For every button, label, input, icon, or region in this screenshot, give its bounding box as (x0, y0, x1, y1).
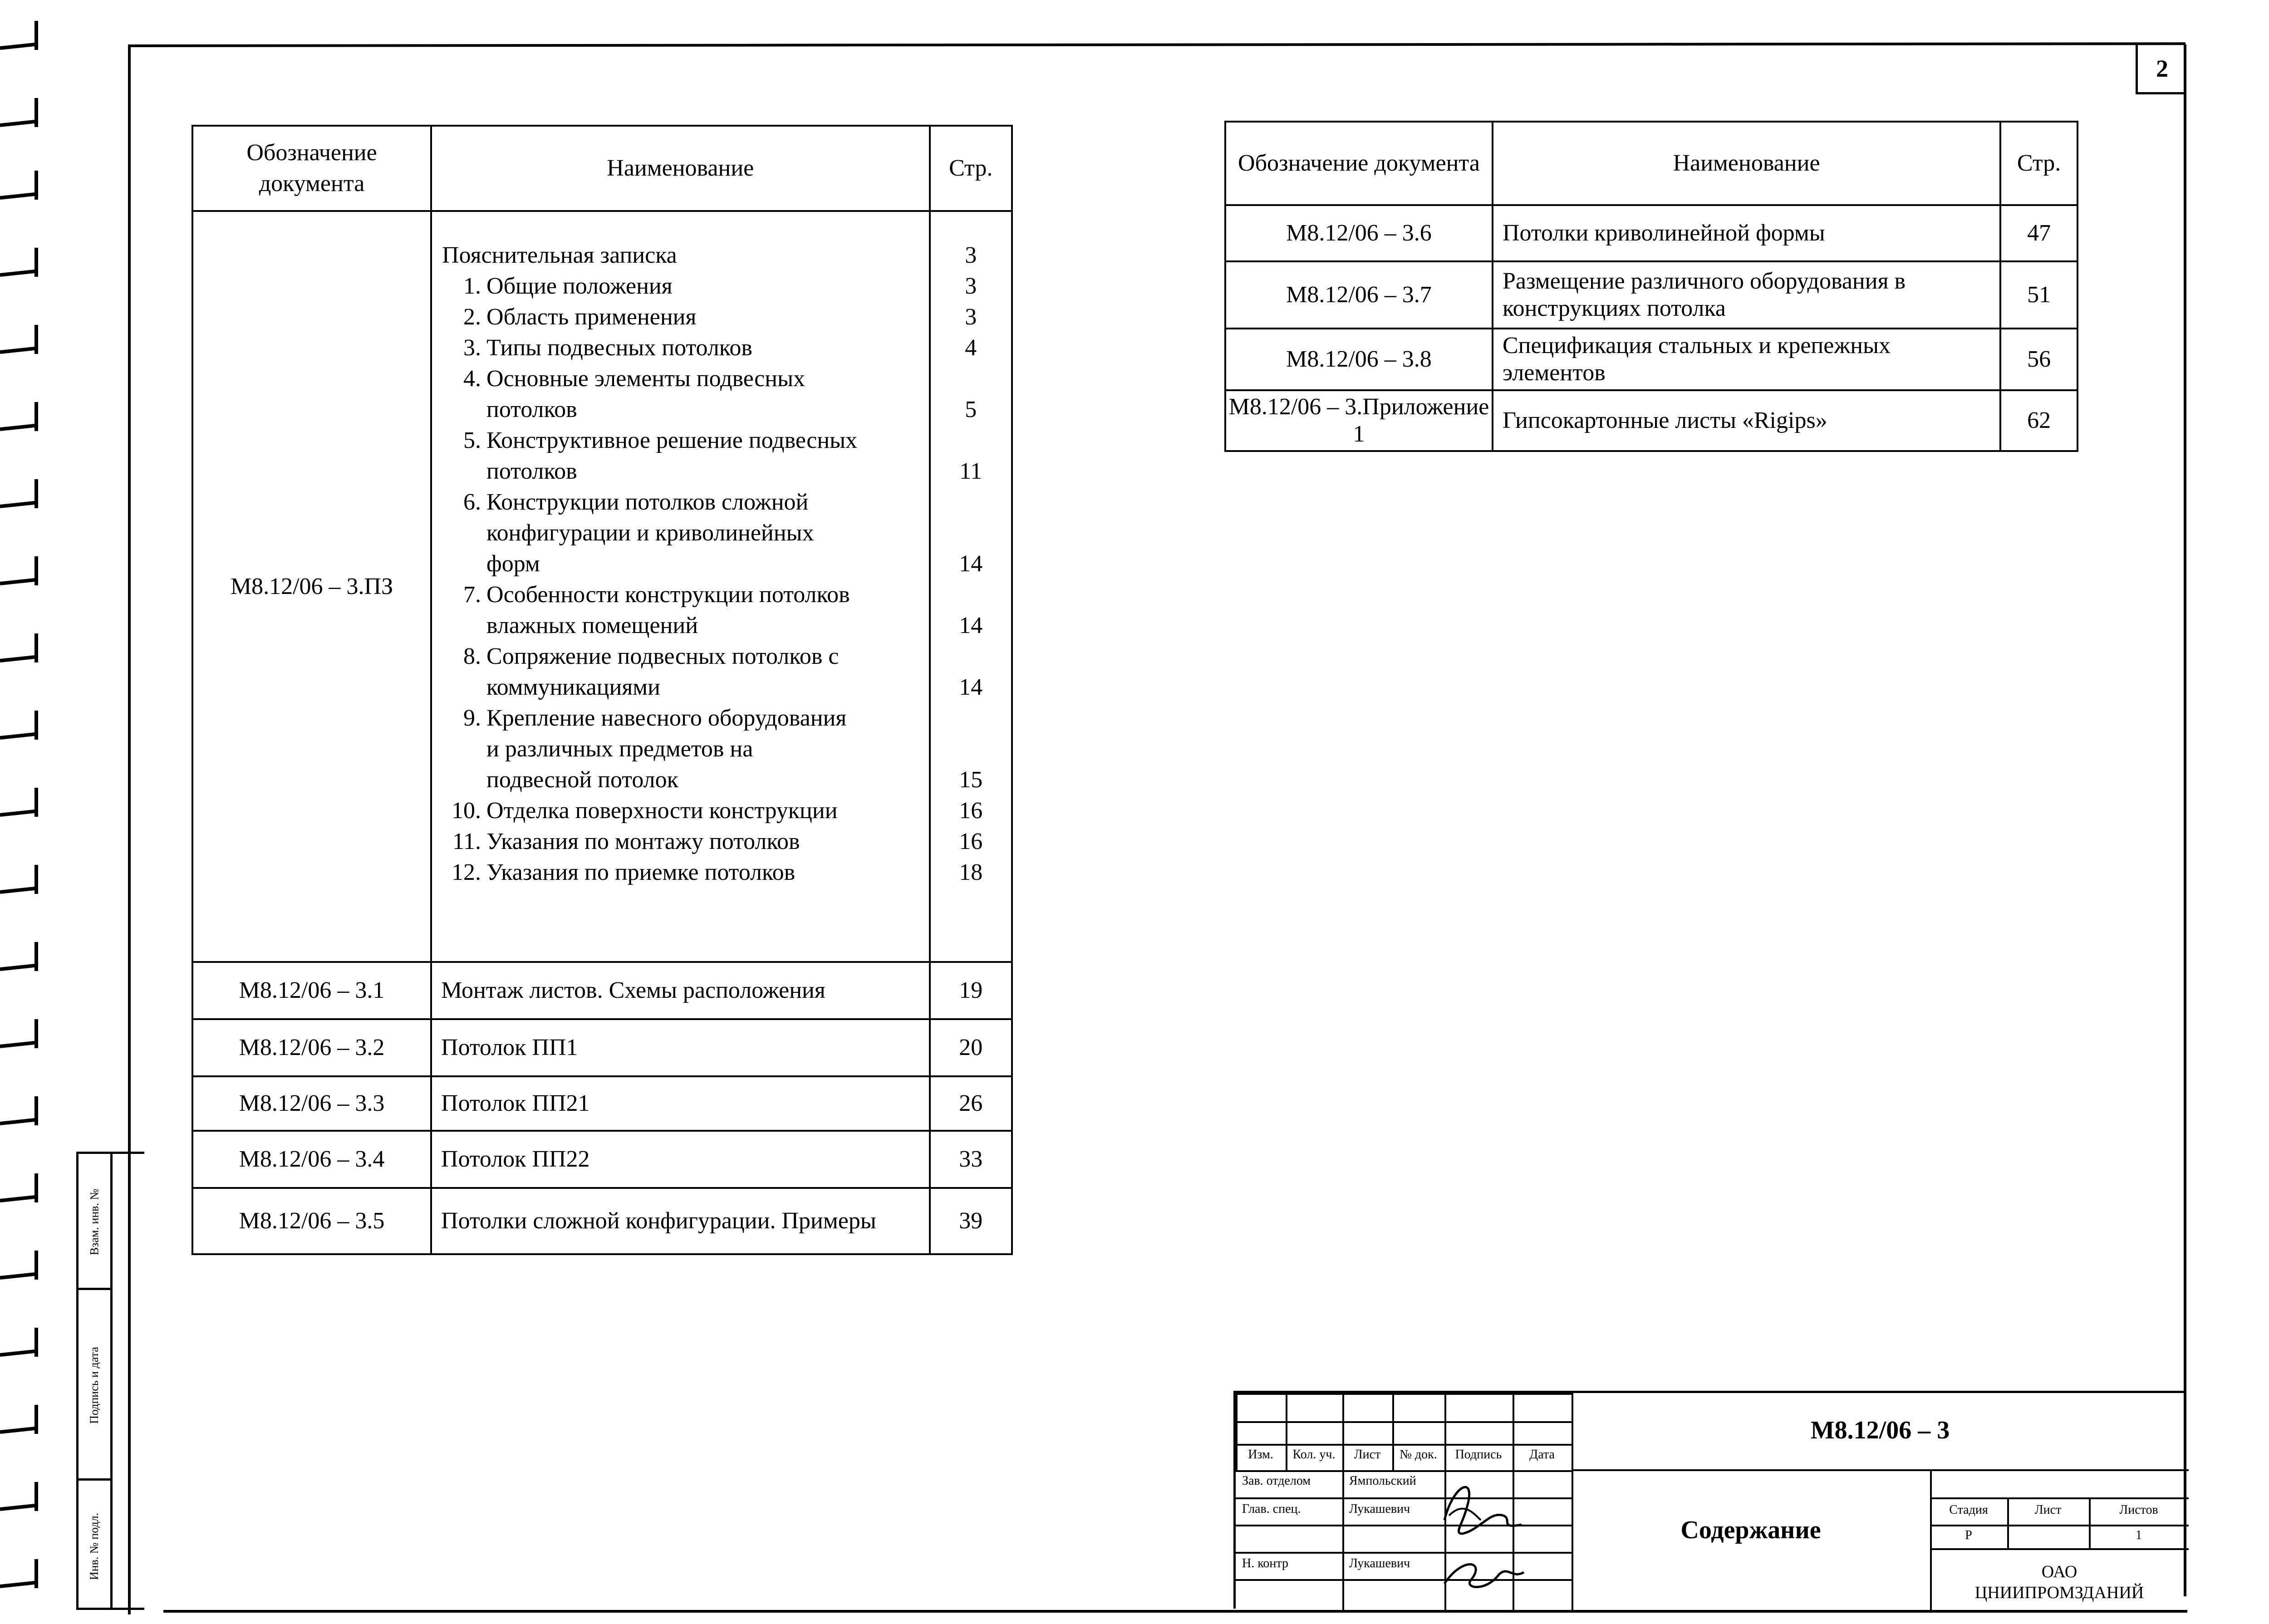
pz-item-line: потолков (486, 397, 577, 422)
pz-item-number: 6. (463, 489, 481, 515)
binding-mark (0, 18, 50, 59)
table-row (1225, 205, 2077, 261)
row-code: М8.12/06 – 3.5 (192, 1188, 431, 1254)
pz-item-page: 14 (959, 613, 983, 638)
title-block-header-cell: Кол. уч. (1292, 1447, 1336, 1462)
row-name: Потолок ПП22 (431, 1131, 929, 1188)
pz-item-line: и различных предметов на (486, 736, 753, 762)
header-designation: Обозначение документа (192, 126, 431, 211)
pz-item-line: коммуникациями (486, 674, 660, 700)
title-block-header-cell: Дата (1529, 1447, 1555, 1462)
binding-mark (0, 322, 50, 363)
org-line-1: ОАО (2041, 1562, 2077, 1581)
row-name: Потолки сложной конфигурации. Примеры (431, 1188, 929, 1254)
org-line-2: ЦНИИПРОМЗДАНИЙ (1974, 1583, 2144, 1602)
stage-header: Стадия (1949, 1503, 1988, 1517)
pz-item-page: 3 (965, 242, 977, 268)
pz-item-line: 8. Сопряжение подвесных потолков с (442, 641, 928, 672)
pz-item-page (931, 518, 1012, 549)
sheet-number: 2 (2136, 44, 2186, 94)
pz-item-page: 14 (959, 551, 983, 577)
binding-mark (0, 1094, 50, 1134)
pz-item-line: подвесной потолок (486, 767, 678, 793)
header-designation: Обозначение документа (1225, 122, 1493, 205)
pz-item-line: 5. Конструктивное решение подвесных (442, 425, 928, 456)
pz-item-line: форм (486, 551, 540, 577)
table-row (1225, 329, 2077, 390)
title-block-role: Глав. спец. (1242, 1502, 1301, 1516)
pz-item-number: 5. (463, 427, 481, 453)
pz-item-line: 11. Указания по монтажу потолков (442, 826, 928, 857)
title-block-doc-code: М8.12/06 – 3 (1810, 1416, 1950, 1444)
header-page: Стр. (930, 126, 1012, 211)
pz-item-line: 1. Общие положения (442, 271, 928, 302)
binding-mark (0, 1248, 50, 1289)
row-code: М8.12/06 – 3.Приложение 1 (1225, 390, 1493, 451)
pz-item-number: 7. (463, 582, 481, 608)
title-block-header-cell: № док. (1400, 1447, 1437, 1462)
pz-item-page: 4 (965, 335, 977, 361)
row-page: 51 (2000, 261, 2077, 329)
row-page: 62 (2000, 390, 2077, 451)
table-row (192, 1188, 1012, 1254)
pz-item-page: 3 (965, 304, 977, 330)
side-stamp-label-inventory: Инв. № подл. (88, 1512, 101, 1580)
binding-mark (0, 1325, 50, 1366)
title-block (1233, 1391, 2186, 1609)
header-page: Стр. (2000, 122, 2077, 205)
pz-code: М8.12/06 – 3.ПЗ (192, 211, 431, 962)
binding-mark (0, 785, 50, 826)
row-code: М8.12/06 – 3.4 (192, 1131, 431, 1188)
pz-item-line: 6. Конструкции потолков сложной (442, 487, 928, 518)
binding-mark (0, 862, 50, 903)
binding-mark (0, 476, 50, 517)
binding-mark (0, 631, 50, 672)
binding-mark (0, 1556, 50, 1597)
stage-value: Р (1965, 1528, 1972, 1542)
row-page: 47 (2000, 205, 2077, 261)
binding-mark (0, 708, 50, 749)
sheet-header: Лист (2034, 1503, 2062, 1517)
pz-item-page: 14 (959, 674, 983, 700)
title-block-role: Н. контр (1242, 1556, 1288, 1570)
pz-item-line: 7. Особенности конструкции потолков (442, 579, 928, 610)
title-block-sheet-title: Содержание (1680, 1516, 1821, 1544)
pz-item-page (931, 734, 1012, 765)
frame-right-line (2184, 44, 2186, 1596)
header-name: Наименование (431, 126, 929, 211)
row-name: Потолок ПП1 (431, 1019, 929, 1076)
pz-item-line: 10. Отделка поверхности конструкции (442, 795, 928, 826)
row-name: Размещение различного оборудования в конструкциях потолка (1493, 261, 2000, 329)
row-code: М8.12/06 – 3.3 (192, 1076, 431, 1131)
side-stamp (76, 1152, 144, 1610)
pz-item-page: 5 (965, 397, 977, 422)
row-code: М8.12/06 – 3.7 (1225, 261, 1493, 329)
pz-item-number: 1. (463, 273, 481, 299)
pz-item-page (931, 641, 1012, 672)
table-row (192, 1076, 1012, 1131)
pz-item-page (931, 487, 1012, 518)
pz-item-page (931, 579, 1012, 610)
row-page: 33 (930, 1131, 1012, 1188)
table-row (192, 962, 1012, 1019)
row-name: Потолок ПП21 (431, 1076, 929, 1131)
signature-image (1435, 1466, 1526, 1602)
row-name: Потолки криволинейной формы (1493, 205, 2000, 261)
title-block-person: Лукашевич (1349, 1556, 1410, 1570)
pz-item-number: 12. (452, 859, 481, 885)
pz-page-list (931, 240, 1012, 888)
title-block-header-cell: Изм. (1248, 1447, 1273, 1462)
row-code: М8.12/06 – 3.2 (192, 1019, 431, 1076)
pz-item-line: 2. Область применения (442, 302, 928, 333)
row-page: 56 (2000, 329, 2077, 390)
contents-table-right (1224, 121, 2078, 452)
row-name: Спецификация стальных и крепежных элементов (1493, 329, 2000, 390)
row-page: 39 (930, 1188, 1012, 1254)
pz-item-number: 2. (463, 304, 481, 330)
binding-mark (0, 1016, 50, 1057)
pz-item-page (931, 703, 1012, 734)
pz-item-number: 4. (463, 366, 481, 392)
row-name: Монтаж листов. Схемы расположения (431, 962, 929, 1019)
binding-mark (0, 245, 50, 286)
sheets-value: 1 (2136, 1528, 2142, 1542)
pz-item-line: конфигурации и криволинейных (486, 520, 814, 546)
pz-item-line: 4. Основные элементы подвесных (442, 363, 928, 394)
pz-item-page: 15 (959, 767, 983, 793)
row-code: М8.12/06 – 3.6 (1225, 205, 1493, 261)
pz-item-number: 11. (452, 829, 481, 854)
row-name: Гипсокартонные листы «Rigips» (1493, 390, 2000, 451)
row-page: 20 (930, 1019, 1012, 1076)
binding-mark (0, 1171, 50, 1212)
title-block-header-cell: Лист (1354, 1447, 1381, 1462)
pz-item-page (931, 363, 1012, 394)
pz-item-line: 9. Крепление навесного оборудования (442, 703, 928, 734)
pz-item-number: 10. (452, 798, 481, 824)
pz-item-line: потолков (486, 458, 577, 484)
side-stamp-label-signature: Подпись и дата (88, 1347, 101, 1424)
pz-item-page: 3 (965, 273, 977, 299)
title-block-person: Лукашевич (1349, 1502, 1410, 1516)
pz-item-line: Пояснительная записка (442, 242, 677, 268)
title-block-role: Зав. отделом (1242, 1474, 1311, 1488)
pz-item-page: 16 (959, 798, 983, 824)
pz-item-number: 8. (463, 643, 481, 669)
pz-item-page: 11 (959, 458, 982, 484)
table-row (192, 1131, 1012, 1188)
table-row (1225, 390, 2077, 451)
binding-mark (0, 95, 50, 136)
row-page: 19 (930, 962, 1012, 1019)
frame-top-line (128, 42, 2186, 47)
contents-table-left (192, 125, 1013, 1255)
pz-contents-list (442, 240, 928, 888)
pz-item-number: 9. (463, 705, 481, 731)
pz-item-page (931, 425, 1012, 456)
pz-item-page: 16 (959, 829, 983, 854)
table-row (1225, 261, 2077, 329)
row-page: 26 (930, 1076, 1012, 1131)
binding-mark (0, 399, 50, 440)
header-name: Наименование (1493, 122, 2000, 205)
binding-mark (0, 554, 50, 594)
pz-item-page: 18 (959, 859, 983, 885)
title-block-person: Ямпольский (1349, 1474, 1416, 1488)
binding-mark (0, 939, 50, 980)
row-code: М8.12/06 – 3.8 (1225, 329, 1493, 390)
binding-mark (0, 168, 50, 209)
sheets-header: Листов (2119, 1503, 2158, 1517)
row-code: М8.12/06 – 3.1 (192, 962, 431, 1019)
pz-item-line: влажных помещений (486, 613, 698, 638)
title-block-header-cell: Подпись (1455, 1447, 1502, 1462)
pz-item-number: 3. (463, 335, 481, 361)
frame-bottom-line (163, 1610, 2187, 1613)
binding-mark (0, 1479, 50, 1520)
pz-item-line: 3. Типы подвесных потолков (442, 333, 928, 363)
binding-mark (0, 1402, 50, 1443)
table-row (192, 1019, 1012, 1076)
pz-item-line: 12. Указания по приемке потолков (442, 857, 928, 888)
side-stamp-label-replace: Взам. инв. № (88, 1188, 101, 1256)
